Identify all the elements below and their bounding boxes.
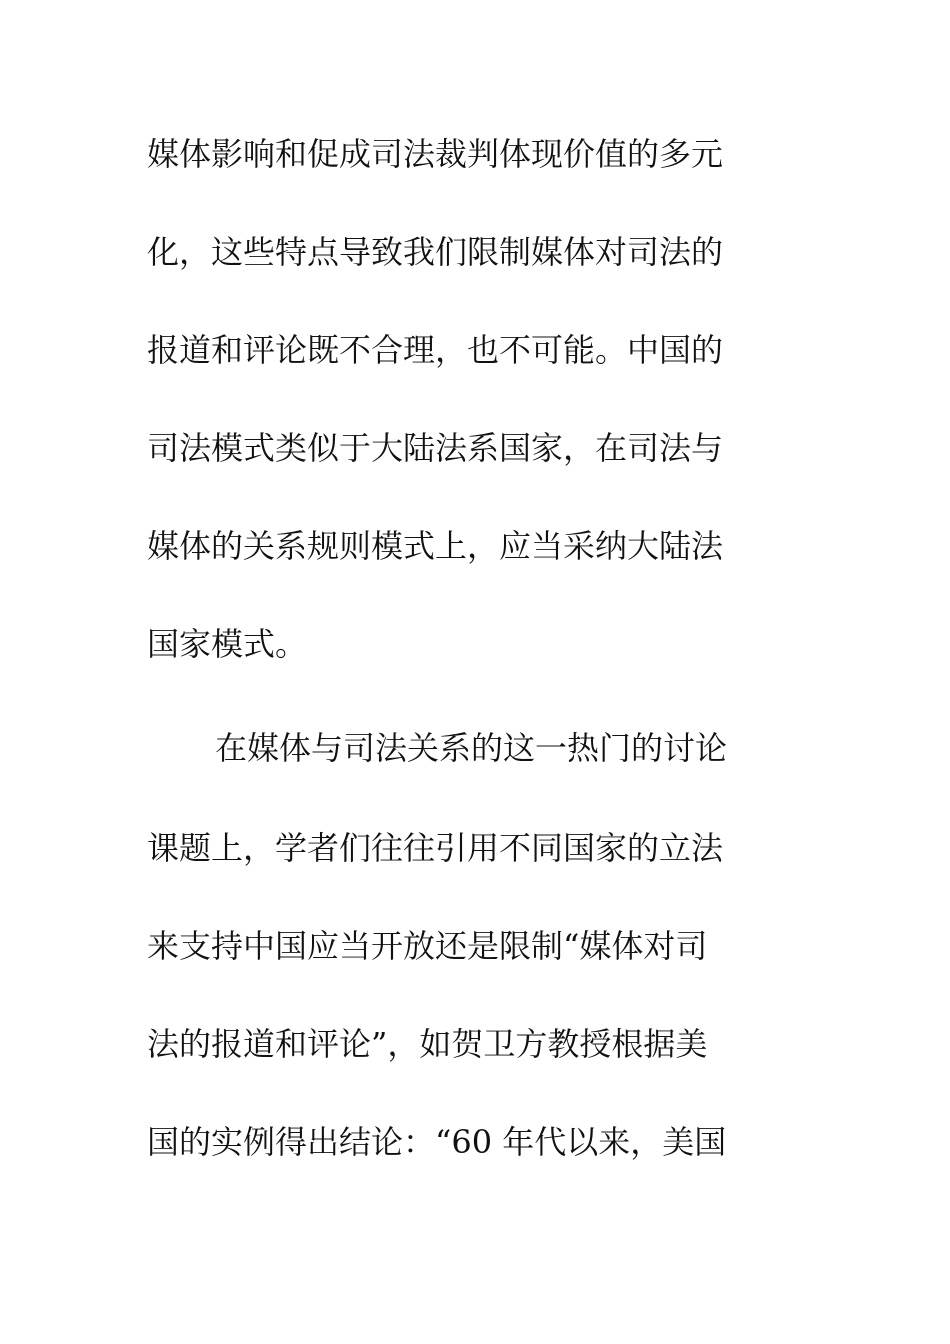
text-line: 报道和评论既不合理，也不可能。中国的 — [147, 331, 724, 369]
text-line: 法的报道和评论”，如贺卫方教授根据美 — [147, 1025, 708, 1063]
text-line: 来支持中国应当开放还是限制“媒体对司 — [147, 927, 708, 965]
text-line: 媒体影响和促成司法裁判体现价值的多元 — [147, 135, 724, 173]
text-line: 国家模式。 — [147, 625, 308, 663]
text-line: 司法模式类似于大陆法系国家，在司法与 — [147, 429, 724, 467]
text-line: 化，这些特点导致我们限制媒体对司法的 — [147, 233, 724, 271]
text-line: 媒体的关系规则模式上，应当采纳大陆法 — [147, 527, 724, 565]
text-line: 国的实例得出结论：“60 年代以来，美国 — [147, 1123, 727, 1161]
paragraph-first-line: 在媒体与司法关系的这一热门的讨论 — [215, 729, 728, 767]
text-line: 课题上，学者们往往引用不同国家的立法 — [147, 829, 724, 867]
